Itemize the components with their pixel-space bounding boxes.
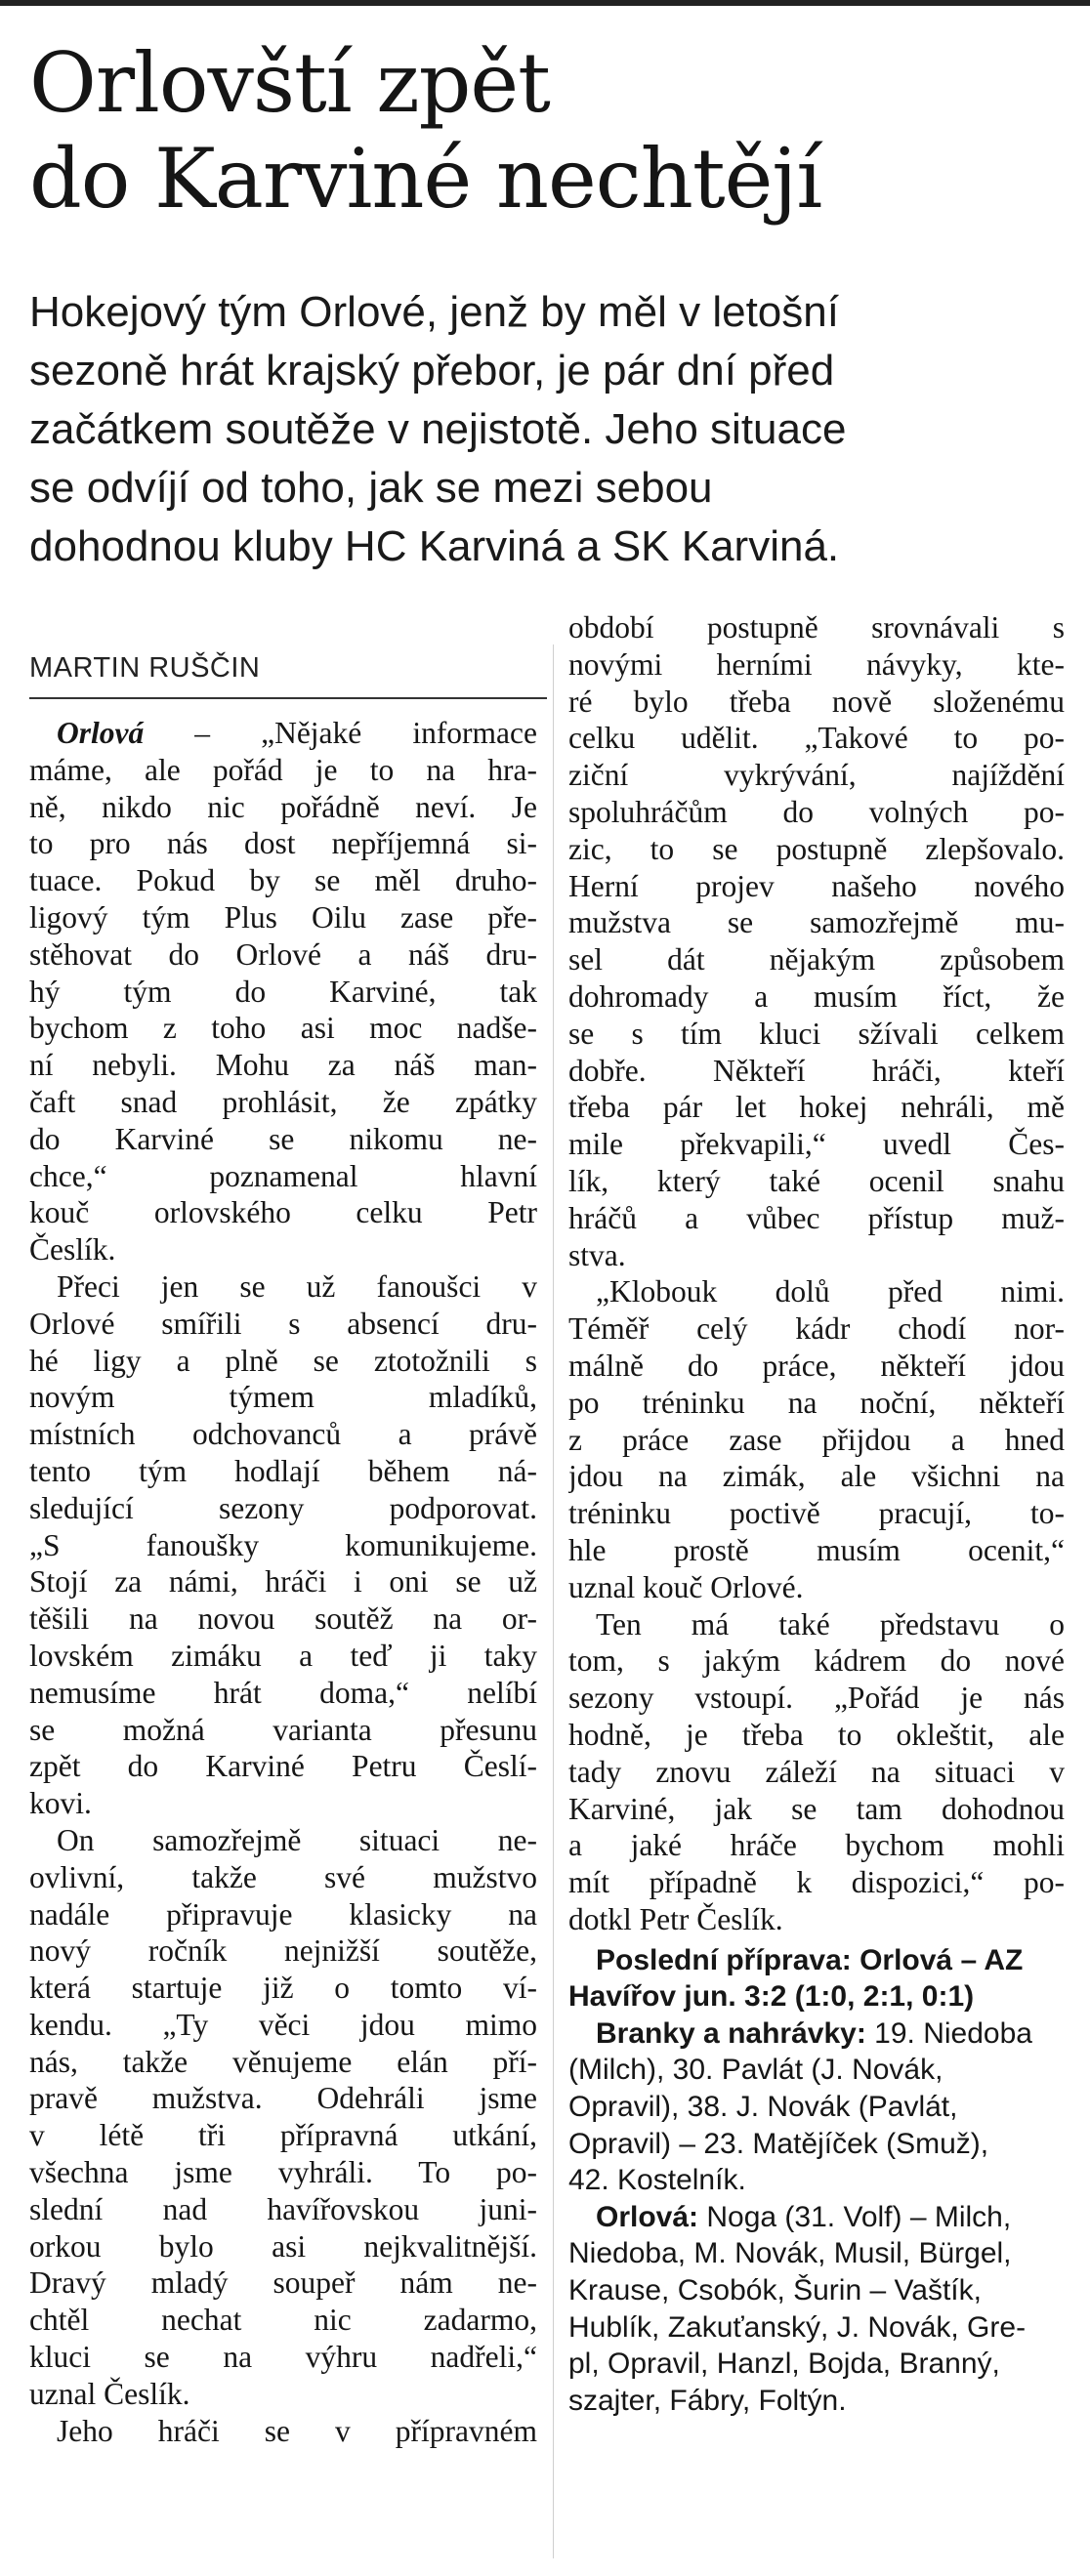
lead-line: dohodnou kluby HC Karviná a SK Karviná.: [29, 522, 840, 570]
stats-line: [568, 1978, 1065, 2015]
stats-line: [568, 2383, 1065, 2420]
text-line: Jeho hráči se v přípravném: [57, 2413, 537, 2448]
text-line: po tréninku na noční, někteří: [568, 1385, 1065, 1420]
text-line: tuace. Pokud by se měl druho-: [29, 863, 537, 898]
stats-line: [568, 2235, 1065, 2272]
text-line: ziční vykrývání, najíždění: [568, 758, 1065, 793]
text-line: sezony vstoupí. „Pořád je nás: [568, 1681, 1065, 1716]
match-result: Havířov jun. 3:2 (1:0, 2:1, 0:1): [568, 1980, 975, 2014]
stats-line: [568, 2052, 1065, 2089]
text-line: sledující sezony podporovat.: [29, 1490, 537, 1525]
text-line: „Klobouk dolů před nimi.: [596, 1274, 1065, 1309]
text-line: nový ročník nejnižší soutěže,: [29, 1933, 537, 1969]
text-line: do Karviné se nikomu ne-: [29, 1121, 537, 1156]
lead-paragraph: [29, 283, 1074, 576]
text-line: máme, ale pořád je to na hra-: [29, 752, 537, 787]
text-line: Orlové smířili s absencí dru-: [29, 1306, 537, 1341]
text-line: v létě tři přípravná utkání,: [29, 2118, 537, 2153]
text-line: dohromady a musím říct, že: [568, 978, 1065, 1014]
text-line: místních odchovanců a právě: [29, 1417, 537, 1452]
text-line: mít případně k dispozici,“ po-: [568, 1865, 1065, 1900]
text-line: a jaké hráče bychom mohli: [568, 1828, 1065, 1863]
text-line: kendu. „Ty věci jdou mimo: [29, 2007, 537, 2042]
lead-line: sezoně hrát krajský přebor, je pár dní před: [29, 347, 835, 395]
text-line: celku udělit. „Takové to po-: [568, 721, 1065, 756]
text-line: Stojí za námi, hráči i oni se už: [29, 1564, 537, 1600]
top-rule: [0, 0, 1090, 6]
goals-text: (Milch), 30. Pavlát (J. Novák,: [568, 2054, 943, 2087]
text-line: mile překvapili,“ uvedl Čes-: [568, 1127, 1065, 1162]
text-line: tady znovu záleží na situaci v: [568, 1754, 1065, 1789]
text-line: Přeci jen se už fanoušci v: [57, 1268, 537, 1304]
text-line: zpět do Karviné Petru Česlí-: [29, 1749, 537, 1784]
text-line: všechna jsme vyhráli. To po-: [29, 2155, 537, 2190]
text-line: slední nad havířovskou juni-: [29, 2191, 537, 2226]
text-line: Herní projev našeho nového: [568, 868, 1065, 903]
stats-line: [568, 2089, 1065, 2126]
text-line: stěhovat do Orlové a náš dru-: [29, 936, 537, 972]
text-line: Ten má také představu o: [596, 1606, 1065, 1641]
goals-text: 19. Niedoba: [874, 2016, 1032, 2050]
text-line: tom, s jakým kádrem do nové: [568, 1643, 1065, 1679]
lead-line: začátkem soutěže v nejistotě. Jeho situace: [29, 405, 847, 453]
goals-text: Opravil), 38. J. Novák (Pavlát,: [568, 2091, 958, 2124]
goals-label: Branky a nahrávky:: [596, 2016, 866, 2050]
text-line: kouč orlovského celku Petr: [29, 1195, 537, 1230]
left-column: [29, 715, 537, 2449]
text-line: zic, to se postupně zlepšovalo.: [568, 831, 1065, 866]
text-line: Orlová – „Nějaké informace: [57, 716, 537, 750]
lineup-text: Krause, Csobók, Šurin – Vaštík,: [568, 2274, 982, 2307]
text-line: novými herními návyky, kte-: [568, 646, 1065, 682]
text-line: ně, nikdo nic pořádně neví. Je: [29, 789, 537, 824]
text-line: tento tým hodlají během ná-: [29, 1453, 537, 1488]
match-stats: [568, 1942, 1065, 2420]
text-line: On samozřejmě situaci ne-: [57, 1822, 537, 1857]
text-line: jdou na zimák, ale všichni na: [568, 1459, 1065, 1494]
text-line: sel dát nějakým způsobem: [568, 942, 1065, 977]
text-line: pravě mužstva. Odehráli jsme: [29, 2081, 537, 2116]
text-line: mužstva se samozřejmě mu-: [568, 905, 1065, 940]
text-line: spoluhráčům do volných po-: [568, 794, 1065, 829]
byline: MARTIN RUŠČIN: [29, 652, 261, 684]
text-line: nás, takže věnujeme elán pří-: [29, 2044, 537, 2079]
text-line: se s tím kluci sžívali celkem: [568, 1016, 1065, 1051]
text-line: hráčů a vůbec přístup muž-: [568, 1200, 1065, 1235]
text-line: kluci se na výhru nadřeli,“: [29, 2340, 537, 2375]
right-column: [568, 609, 1065, 2419]
text-line: chce,“ poznamenal hlavní: [29, 1158, 537, 1193]
stats-line: [568, 2272, 1065, 2309]
text-line: bychom z toho asi moc nadše-: [29, 1011, 537, 1046]
text-line: hé ligy a plně se ztotožnili s: [29, 1343, 537, 1378]
text-line: Téměř celý kádr chodí nor-: [568, 1311, 1065, 1347]
text-line: těšili na novou soutěž na or-: [29, 1601, 537, 1637]
stats-line: [568, 1942, 1065, 1979]
text-line: třeba pár let hokej nehráli, mě: [568, 1090, 1065, 1125]
text-line: Česlík.: [29, 1232, 116, 1267]
stats-line: [568, 2015, 1065, 2053]
text-line: málně do práce, někteří jdou: [568, 1348, 1065, 1383]
text-line: lík, který také ocenil snahu: [568, 1163, 1065, 1198]
text-line: „S fanoušky komunikujeme.: [29, 1527, 537, 1562]
stats-line: [568, 2346, 1065, 2383]
text-line: se možná varianta přesunu: [29, 1712, 537, 1747]
text-line: uznal kouč Orlové.: [568, 1569, 804, 1604]
text-line: ré bylo třeba nově složenému: [568, 684, 1065, 719]
lineup-label: Orlová:: [596, 2200, 699, 2233]
text-line: z práce zase přijdou a hned: [568, 1422, 1065, 1457]
goals-text: 42. Kostelník.: [568, 2164, 746, 2197]
text-line: dotkl Petr Česlík.: [568, 1901, 783, 1936]
text-line: lovském zimáku a teď ji taky: [29, 1638, 537, 1673]
headline: [29, 35, 1065, 227]
goals-text: Opravil) – 23. Matějíček (Smuž),: [568, 2127, 989, 2160]
headline-line: do Karviné nechtějí: [29, 131, 822, 227]
text-line: novým týmem mladíků,: [29, 1380, 537, 1415]
lineup-text: pl, Opravil, Hanzl, Bojda, Branný,: [568, 2347, 1000, 2381]
text-line: hodně, je třeba to okleštit, ale: [568, 1717, 1065, 1752]
lineup-text: Niedoba, M. Novák, Musil, Bürgel,: [568, 2237, 1012, 2270]
text-line: období postupně srovnávali s: [568, 610, 1065, 644]
match-label: Poslední příprava: Orlová – AZ: [596, 1943, 1024, 1976]
text-line: nemusíme hrát doma,“ nelíbí: [29, 1675, 537, 1710]
text-line: ovlivní, takže své mužstvo: [29, 1859, 537, 1894]
stats-line: [568, 2199, 1065, 2236]
text-line: hý tým do Karviné, tak: [29, 974, 537, 1009]
text-line: dobře. Někteří hráči, kteří: [568, 1053, 1065, 1088]
stats-line: [568, 2309, 1065, 2347]
text-line: Dravý mladý soupeř nám ne-: [29, 2265, 537, 2301]
text-line: uznal Česlík.: [29, 2376, 190, 2411]
byline-rule: [29, 697, 547, 699]
column-divider: [553, 644, 554, 2558]
text-line: kovi.: [29, 1786, 92, 1821]
lead-line: Hokejový tým Orlové, jenž by měl v letošní: [29, 288, 839, 336]
text-line: stva.: [568, 1237, 626, 1272]
dateline: Orlová: [57, 716, 145, 750]
text-line: čaft snad prohlásit, že zpátky: [29, 1084, 537, 1119]
lead-line: se odvíjí od toho, jak se mezi sebou: [29, 464, 713, 512]
stats-line: [568, 2162, 1065, 2199]
lineup-text: szajter, Fábry, Foltýn.: [568, 2384, 847, 2417]
lineup-text: Hublík, Zakuťanský, J. Novák, Gre-: [568, 2310, 1027, 2344]
text-line: hle prostě musím ocenit,“: [568, 1532, 1065, 1567]
text-line: ní nebyli. Mohu za náš man-: [29, 1048, 537, 1083]
text-line: nadále připravuje klasicky na: [29, 1896, 537, 1932]
text-line: to pro nás dost nepříjemná si-: [29, 826, 537, 861]
lineup-text: Noga (31. Volf) – Milch,: [706, 2200, 1012, 2233]
headline-line: Orlovští zpět: [29, 35, 550, 131]
text-line: tréninku poctivě pracují, to-: [568, 1496, 1065, 1531]
text-line: ligový tým Plus Oilu zase pře-: [29, 899, 537, 935]
text-line: orkou bylo asi nejkvalitnější.: [29, 2228, 537, 2264]
text-line: chtěl nechat nic zadarmo,: [29, 2303, 537, 2338]
text-line: která startuje již o tomto ví-: [29, 1971, 537, 2006]
stats-line: [568, 2126, 1065, 2163]
text-line: Karviné, jak se tam dohodnou: [568, 1791, 1065, 1826]
